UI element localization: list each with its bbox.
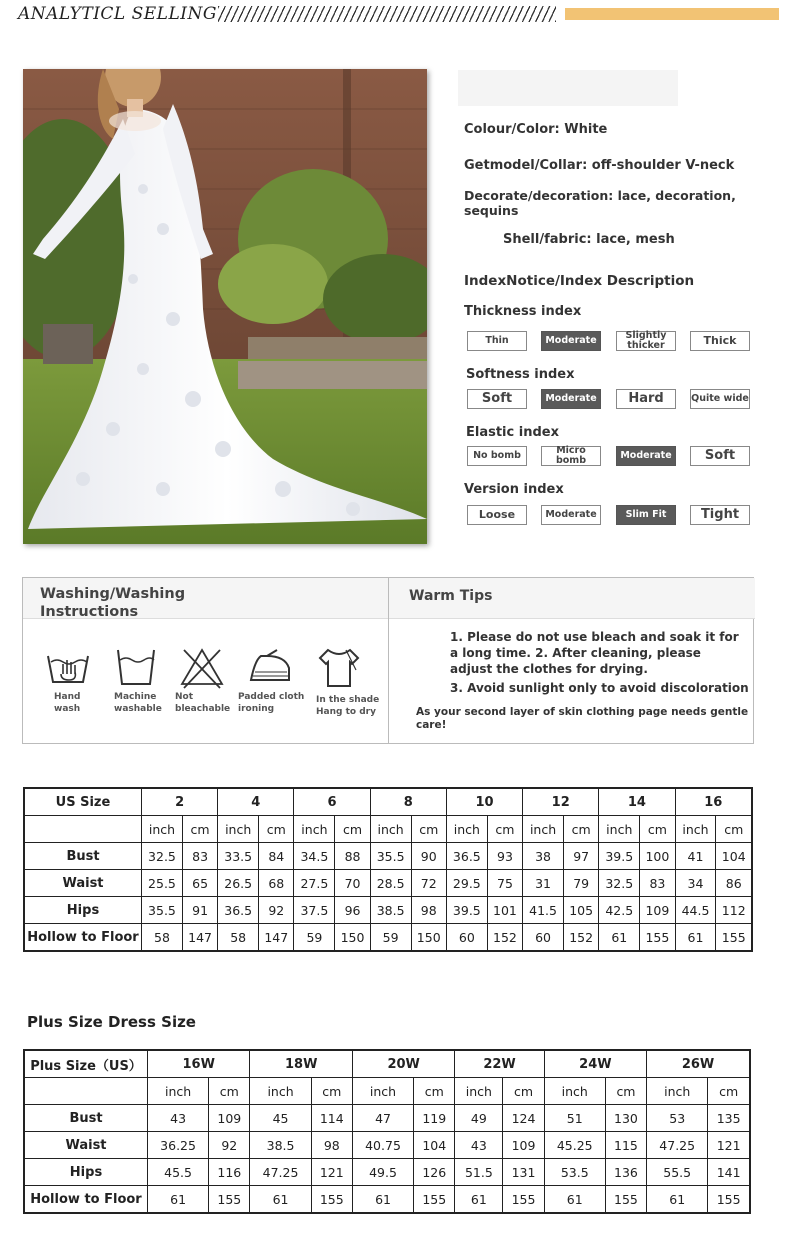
table-cell: 61 (455, 1186, 503, 1214)
table-cell: 83 (182, 843, 217, 870)
unit-cell: cm (311, 1078, 352, 1105)
table-cell: 136 (605, 1159, 646, 1186)
spec-color: Colour/Color: White (464, 122, 608, 137)
unit-cell: inch (352, 1078, 413, 1105)
unit-cell: cm (209, 1078, 250, 1105)
table-cell: 55.5 (647, 1159, 708, 1186)
table-cell: 90 (411, 843, 446, 870)
table-cell: 141 (708, 1159, 750, 1186)
table-cell: 101 (487, 897, 522, 924)
brand-title: ANALYTICL SELLING (18, 4, 217, 24)
unit-cell: inch (647, 1078, 708, 1105)
table-cell: 35.5 (142, 897, 183, 924)
size-header-cell: 26W (647, 1050, 750, 1078)
table-cell: 60 (446, 924, 487, 952)
table-cell: 35.5 (370, 843, 411, 870)
unit-cell: cm (487, 816, 522, 843)
table-cell: 98 (411, 897, 446, 924)
table-cell: 34.5 (294, 843, 335, 870)
product-photo (23, 69, 427, 544)
hand-wash-icon (45, 646, 91, 690)
version-option-moderate: Moderate (541, 505, 601, 525)
table-cell: 45 (250, 1105, 311, 1132)
thickness-index-label: Thickness index (464, 304, 582, 319)
unit-row (24, 1078, 750, 1105)
care-note: As your second layer of skin clothing page needs gentle care! (416, 706, 749, 731)
table-cell: 29.5 (446, 870, 487, 897)
care-label-shade-dry: In the shade Hang to dry (316, 695, 380, 717)
table-cell: 41 (675, 843, 716, 870)
table-cell: 51 (544, 1105, 605, 1132)
elastic-option-no-bomb: No bomb (467, 446, 527, 466)
table-cell: 53 (647, 1105, 708, 1132)
table-cell: 93 (487, 843, 522, 870)
row-label: Waist (24, 870, 142, 897)
version-index-label: Version index (464, 482, 564, 497)
plus-size-table (23, 1049, 751, 1214)
row-label: Bust (24, 843, 142, 870)
table-cell: 115 (605, 1132, 646, 1159)
spec-decoration (464, 188, 736, 218)
table-cell: 25.5 (142, 870, 183, 897)
wedding-dress-illustration (23, 69, 427, 544)
unit-cell: cm (716, 816, 752, 843)
size-header-label: US Size (24, 788, 142, 816)
version-option-slim-fit: Slim Fit (616, 505, 676, 525)
table-cell: 109 (640, 897, 675, 924)
unit-cell: cm (411, 816, 446, 843)
size-header-cell: 14 (599, 788, 675, 816)
elastic-index-label: Elastic index (466, 425, 559, 440)
size-header-cell: 16W (148, 1050, 250, 1078)
header-accent-bar (565, 8, 779, 20)
table-cell: 40.75 (352, 1132, 413, 1159)
table-cell: 147 (182, 924, 217, 952)
table-cell: 61 (352, 1186, 413, 1214)
plus-size-title: Plus Size Dress Size (27, 1013, 196, 1031)
spec-collar: Getmodel/Collar: off-shoulder V-neck (464, 158, 735, 173)
unit-cell: inch (148, 1078, 209, 1105)
unit-cell: inch (294, 816, 335, 843)
warm-tips-title: Warm Tips (409, 588, 493, 604)
table-cell: 28.5 (370, 870, 411, 897)
elastic-option-micro-bomb: Micro bomb (541, 446, 601, 466)
table-cell: 65 (182, 870, 217, 897)
table-cell: 47 (352, 1105, 413, 1132)
table-cell: 105 (564, 897, 599, 924)
row-label: Bust (24, 1105, 148, 1132)
unit-cell: inch (218, 816, 259, 843)
size-header-label: Plus Size（US） (24, 1050, 148, 1078)
table-cell: 36.5 (218, 897, 259, 924)
table-cell: 43 (148, 1105, 209, 1132)
table-cell: 58 (218, 924, 259, 952)
thickness-option-moderate: Moderate (541, 331, 601, 351)
table-cell: 155 (503, 1186, 544, 1214)
unit-cell: inch (523, 816, 564, 843)
table-cell: 44.5 (675, 897, 716, 924)
table-cell: 152 (564, 924, 599, 952)
washing-title (40, 585, 240, 621)
table-cell: 41.5 (523, 897, 564, 924)
unit-row-blank (24, 1078, 148, 1105)
table-row (24, 897, 752, 924)
softness-option-quite-wide: Quite wide (690, 389, 750, 409)
size-header-cell: 6 (294, 788, 370, 816)
table-row (24, 870, 752, 897)
table-cell: 61 (675, 924, 716, 952)
care-label-no-bleach: Not bleachable (175, 692, 231, 714)
table-cell: 91 (182, 897, 217, 924)
thickness-option-thin: Thin (467, 331, 527, 351)
table-cell: 75 (487, 870, 522, 897)
size-header-cell: 20W (352, 1050, 454, 1078)
table-cell: 38.5 (250, 1132, 311, 1159)
table-cell: 155 (311, 1186, 352, 1214)
table-cell: 92 (259, 897, 294, 924)
table-cell: 104 (716, 843, 752, 870)
table-cell: 38.5 (370, 897, 411, 924)
care-label-machine-wash: Machine washable (114, 692, 162, 714)
us-size-table (23, 787, 753, 952)
table-cell: 58 (142, 924, 183, 952)
table-cell: 43 (455, 1132, 503, 1159)
table-cell: 155 (605, 1186, 646, 1214)
spec-fabric: Shell/fabric: lace, mesh (503, 232, 675, 247)
table-row (24, 924, 752, 952)
table-cell: 45.25 (544, 1132, 605, 1159)
tip-1: 1. Please do not use bleach and soak it for a long time. 2. After cleaning, please adjust the clothes for drying. (450, 630, 739, 676)
table-cell: 155 (414, 1186, 455, 1214)
tip-3: 3. Avoid sunlight only to avoid discoloration (450, 681, 749, 695)
table-cell: 83 (640, 870, 675, 897)
size-header-cell: 10 (446, 788, 522, 816)
table-cell: 61 (647, 1186, 708, 1214)
table-cell: 92 (209, 1132, 250, 1159)
table-cell: 33.5 (218, 843, 259, 870)
table-cell: 116 (209, 1159, 250, 1186)
table-cell: 32.5 (599, 870, 640, 897)
table-row (24, 1105, 750, 1132)
unit-cell: inch (599, 816, 640, 843)
softness-option-hard: Hard (616, 389, 676, 409)
table-cell: 79 (564, 870, 599, 897)
care-label-iron: Padded cloth ironing (238, 692, 305, 714)
shade-dry-icon (316, 646, 362, 690)
table-cell: 31 (523, 870, 564, 897)
table-cell: 61 (148, 1186, 209, 1214)
table-row (24, 1186, 750, 1214)
table-cell: 130 (605, 1105, 646, 1132)
version-option-tight: Tight (690, 505, 750, 525)
table-cell: 135 (708, 1105, 750, 1132)
table-cell: 59 (294, 924, 335, 952)
row-label: Waist (24, 1132, 148, 1159)
table-cell: 27.5 (294, 870, 335, 897)
table-cell: 59 (370, 924, 411, 952)
care-panel (22, 577, 754, 744)
table-row (24, 1132, 750, 1159)
size-header-cell: 24W (544, 1050, 646, 1078)
unit-cell: inch (370, 816, 411, 843)
unit-cell: cm (259, 816, 294, 843)
table-cell: 124 (503, 1105, 544, 1132)
unit-cell: cm (335, 816, 370, 843)
table-cell: 70 (335, 870, 370, 897)
table-cell: 36.25 (148, 1132, 209, 1159)
unit-cell: cm (564, 816, 599, 843)
spec-header-bg (458, 70, 678, 106)
unit-cell: cm (503, 1078, 544, 1105)
unit-cell: inch (142, 816, 183, 843)
table-cell: 45.5 (148, 1159, 209, 1186)
table-cell: 109 (209, 1105, 250, 1132)
table-cell: 152 (487, 924, 522, 952)
table-cell: 61 (599, 924, 640, 952)
washing-title-line2: Instructions (40, 604, 139, 620)
table-row (24, 843, 752, 870)
elastic-option-moderate: Moderate (616, 446, 676, 466)
table-cell: 51.5 (455, 1159, 503, 1186)
table-cell: 60 (523, 924, 564, 952)
table-cell: 49 (455, 1105, 503, 1132)
table-cell: 39.5 (599, 843, 640, 870)
table-cell: 86 (716, 870, 752, 897)
panel-divider (388, 578, 389, 743)
spec-decoration-line1: Decorate/decoration: lace, decoration, (464, 188, 736, 203)
table-cell: 38 (523, 843, 564, 870)
unit-row-blank (24, 816, 142, 843)
table-cell: 112 (716, 897, 752, 924)
unit-cell: cm (708, 1078, 750, 1105)
softness-option-moderate: Moderate (541, 389, 601, 409)
table-cell: 121 (708, 1132, 750, 1159)
size-header-cell: 4 (218, 788, 294, 816)
table-cell: 96 (335, 897, 370, 924)
unit-cell: inch (250, 1078, 311, 1105)
table-cell: 42.5 (599, 897, 640, 924)
table-cell: 61 (544, 1186, 605, 1214)
table-cell: 68 (259, 870, 294, 897)
size-header-cell: 18W (250, 1050, 352, 1078)
table-cell: 126 (414, 1159, 455, 1186)
table-cell: 150 (335, 924, 370, 952)
softness-option-soft: Soft (467, 389, 527, 409)
table-row (24, 1159, 750, 1186)
unit-cell: cm (414, 1078, 455, 1105)
washing-title-line1: Washing/Washing (40, 586, 186, 602)
unit-cell: cm (182, 816, 217, 843)
row-label: Hips (24, 897, 142, 924)
table-cell: 53.5 (544, 1159, 605, 1186)
thickness-option-slightly-thicker: Slightly thicker (616, 331, 676, 351)
table-cell: 36.5 (446, 843, 487, 870)
table-cell: 39.5 (446, 897, 487, 924)
unit-cell: cm (640, 816, 675, 843)
table-cell: 72 (411, 870, 446, 897)
row-label: Hollow to Floor (24, 1186, 148, 1214)
table-cell: 49.5 (352, 1159, 413, 1186)
table-cell: 34 (675, 870, 716, 897)
table-cell: 150 (411, 924, 446, 952)
table-cell: 26.5 (218, 870, 259, 897)
table-cell: 155 (209, 1186, 250, 1214)
row-label: Hips (24, 1159, 148, 1186)
table-cell: 109 (503, 1132, 544, 1159)
table-cell: 88 (335, 843, 370, 870)
table-cell: 155 (640, 924, 675, 952)
table-cell: 114 (311, 1105, 352, 1132)
header-hatch-divider (218, 6, 556, 22)
table-cell: 131 (503, 1159, 544, 1186)
unit-cell: inch (544, 1078, 605, 1105)
table-cell: 147 (259, 924, 294, 952)
table-cell: 119 (414, 1105, 455, 1132)
index-title: IndexNotice/Index Description (464, 273, 695, 289)
table-cell: 104 (414, 1132, 455, 1159)
care-label-hand-wash: Hand wash (54, 692, 81, 714)
table-cell: 32.5 (142, 843, 183, 870)
machine-wash-icon (113, 644, 159, 688)
table-cell: 47.25 (250, 1159, 311, 1186)
table-cell: 98 (311, 1132, 352, 1159)
size-header-cell: 8 (370, 788, 446, 816)
size-header-cell: 16 (675, 788, 752, 816)
spec-decoration-line2: sequins (464, 203, 519, 218)
table-cell: 84 (259, 843, 294, 870)
softness-index-label: Softness index (466, 367, 575, 382)
table-cell: 100 (640, 843, 675, 870)
version-option-loose: Loose (467, 505, 527, 525)
unit-cell: inch (675, 816, 716, 843)
table-cell: 61 (250, 1186, 311, 1214)
unit-cell: cm (605, 1078, 646, 1105)
unit-cell: inch (455, 1078, 503, 1105)
table-cell: 47.25 (647, 1132, 708, 1159)
size-header-row (24, 788, 752, 816)
table-cell: 121 (311, 1159, 352, 1186)
size-header-cell: 2 (142, 788, 218, 816)
size-header-cell: 12 (523, 788, 599, 816)
table-cell: 37.5 (294, 897, 335, 924)
thickness-option-thick: Thick (690, 331, 750, 351)
elastic-option-soft: Soft (690, 446, 750, 466)
unit-row (24, 816, 752, 843)
row-label: Hollow to Floor (24, 924, 142, 952)
iron-icon (247, 646, 293, 690)
no-bleach-icon (179, 646, 225, 690)
unit-cell: inch (446, 816, 487, 843)
table-cell: 155 (716, 924, 752, 952)
size-header-cell: 22W (455, 1050, 544, 1078)
table-cell: 155 (708, 1186, 750, 1214)
size-header-row (24, 1050, 750, 1078)
table-cell: 97 (564, 843, 599, 870)
